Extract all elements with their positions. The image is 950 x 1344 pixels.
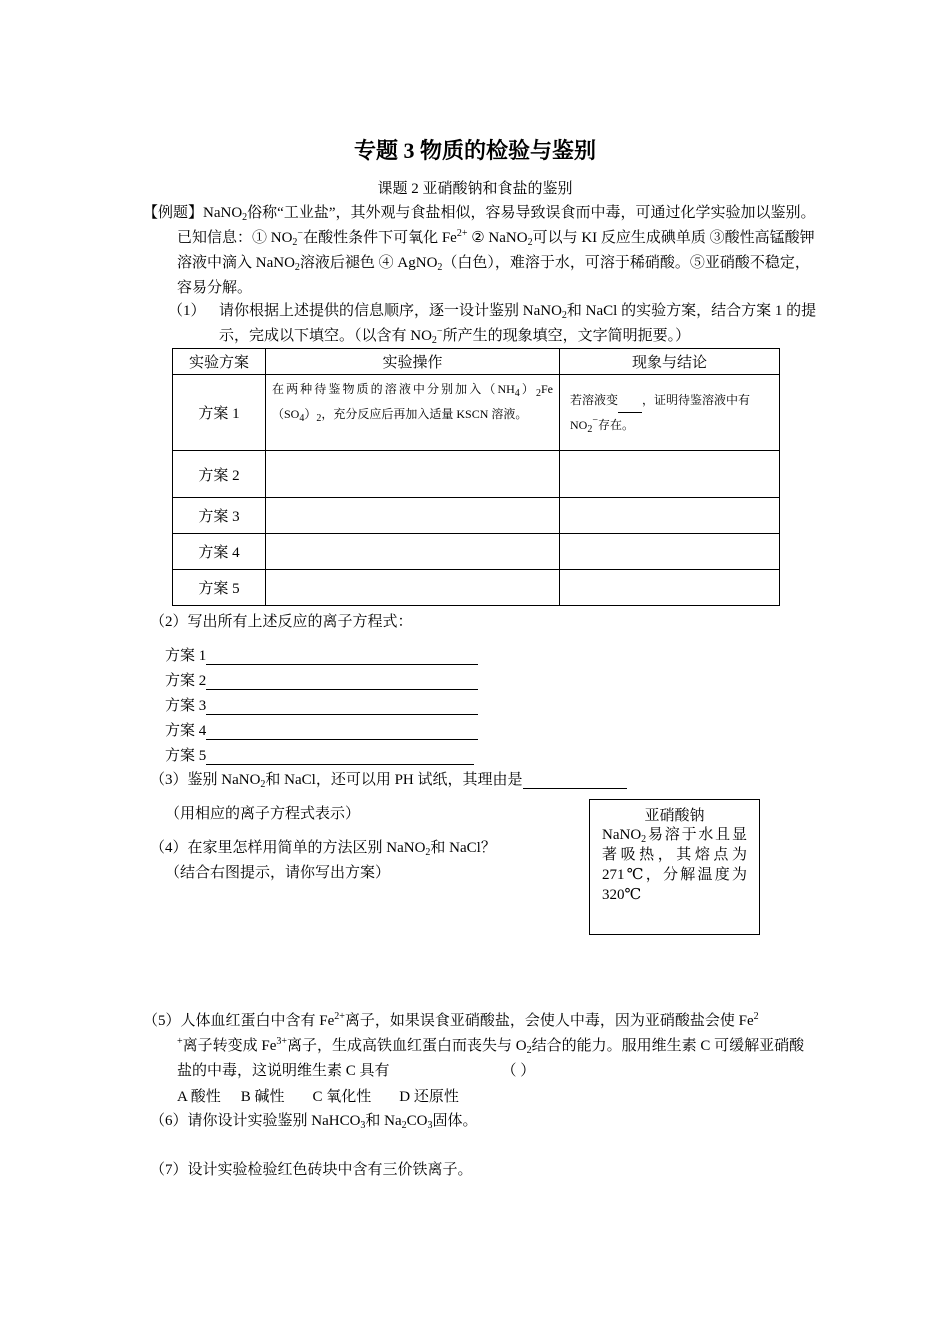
header-result: 现象与结论 [560, 349, 780, 375]
info-box-title: 亚硝酸钠 [644, 808, 705, 824]
header-plan: 实验方案 [173, 349, 266, 375]
table-row [173, 570, 780, 606]
plan-name: 方案 5 [173, 570, 266, 606]
question-4: （4）在家里怎样用简单的方法区别 NaNO$_2$和 NaCl？ [150, 840, 496, 858]
question-2: （2）写出所有上述反应的离子方程式： [150, 614, 413, 630]
plan-name: 方案 3 [173, 498, 266, 534]
operation-cell[interactable] [266, 451, 560, 498]
color-blank[interactable] [618, 387, 642, 413]
plan-name: 方案 2 [173, 451, 266, 498]
operation-cell[interactable] [266, 534, 560, 570]
option-c[interactable]: C 氧化性 [312, 1089, 372, 1105]
equation-line: 方案 3 [165, 694, 478, 715]
answer-blank[interactable] [206, 747, 474, 765]
question-3: （3）鉴别 NaNO$_2$和 NaCl，还可以用 PH 试纸，其理由是 [150, 768, 627, 789]
example-tag: 【例题】 [143, 205, 204, 221]
answer-blank[interactable] [206, 647, 478, 665]
question-6: （6）请你设计实验鉴别 NaHCO$_3$和 $Na_2CO_3$固体。 [150, 1113, 478, 1131]
example-intro: 【例题】NaNO$_2$俗称“工业盐”，其外观与食盐相似，容易导致误食而中毒，可通过化学实验加以鉴别。已知信息：① $NO_2^-$在酸性条件下可氧化 $Fe^{2+}$ ② NaNO$_2$可以与 KI 反应生成碘单质 ③酸性高锰酸钾溶液中滴入 NaNO$_2$溶液后褪色 ④ AgNO$_2$（白色），难溶于水，可溶于稀硝酸。⑤亚硝酸不稳定，容易分解。 [143, 205, 816, 296]
result-cell[interactable] [560, 451, 780, 498]
question-5-options [177, 1085, 459, 1106]
result-cell[interactable] [560, 498, 780, 534]
table-row [173, 451, 780, 498]
question-1: （1） 请你根据上述提供的信息顺序，逐一设计鉴别 NaNO$_2$和 NaCl 的实验方案，结合方案 1 的提示，完成以下填空。（以含有 $NO_2^-$所产生的现象填空，文字简明扼要。） [168, 303, 817, 346]
answer-blank[interactable] [206, 697, 478, 715]
operation-cell[interactable] [266, 498, 560, 534]
answer-blank[interactable] [206, 672, 478, 690]
result-cell[interactable] [560, 570, 780, 606]
info-box-body: NaNO$_2$易溶于水且显著吸热，其熔点为 271℃，分解温度为 320℃ [602, 827, 747, 903]
answer-blank[interactable] [523, 771, 627, 789]
option-b[interactable]: B 碱性 [240, 1089, 285, 1105]
page-title: 专题 3 物质的检验与鉴别 [353, 138, 596, 163]
option-a[interactable]: A 酸性 [177, 1089, 221, 1105]
equation-line: 方案 1 [165, 644, 478, 665]
plan-name: 方案 1 [173, 375, 266, 451]
header-operation: 实验操作 [266, 349, 560, 375]
answer-blank[interactable] [206, 722, 478, 740]
equation-line: 方案 4 [165, 719, 478, 740]
table-header-row [173, 349, 780, 375]
lesson-subtitle: 课题 2 亚硝酸钠和食盐的鉴别 [377, 181, 573, 197]
question-7: （7）设计实验检验红色砖块中含有三价铁离子。 [150, 1162, 473, 1178]
plan-1-result: 若溶液变 ，证明待鉴溶液中有 $NO_2^-$存在。 [560, 375, 780, 451]
result-cell[interactable] [560, 534, 780, 570]
table-row [173, 498, 780, 534]
equation-line: 方案 2 [165, 669, 478, 690]
plan-1-operation: 在两种待鉴物质的溶液中分别加入$(NH_4)_2Fe(SO_4)_2$，充分反应后再加入适量 KSCN 溶液。 [266, 375, 560, 451]
table-row [173, 375, 780, 451]
sodium-nitrite-info-box [589, 799, 760, 935]
plan-name: 方案 4 [173, 534, 266, 570]
operation-cell[interactable] [266, 570, 560, 606]
question-4-hint: （结合右图提示，请你写出方案） [165, 865, 391, 881]
question-3-note: （用相应的离子方程式表示） [165, 806, 361, 822]
equation-line: 方案 5 [165, 744, 474, 765]
table-row [173, 534, 780, 570]
option-d[interactable]: D 还原性 [399, 1089, 459, 1105]
answer-paren[interactable]: （ ） [501, 1063, 536, 1079]
experiment-table [172, 348, 780, 606]
question-5: （5）人体血红蛋白中含有 $Fe^{2+}$离子，如果误食亚硝酸盐，会使人中毒，因为亚硝酸盐会使 Fe$^2$ +离子转变成 $Fe^{3+}$离子，生成高铁血红蛋白而丧失与 $O_2$结合的能力。服用维生素 C 可缓解亚硝酸盐的中毒，这说明维生素 C 具有 （ ） [143, 1009, 815, 1084]
